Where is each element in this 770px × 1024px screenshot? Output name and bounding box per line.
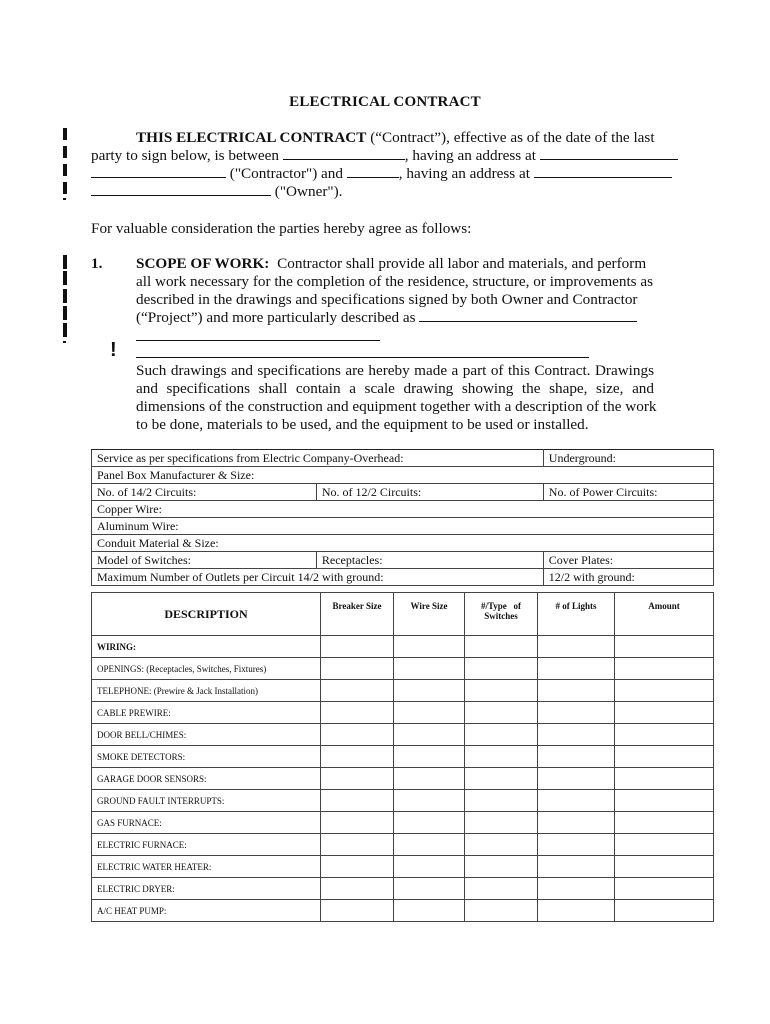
wire-size-cell[interactable] [394, 768, 465, 790]
type-switches-cell[interactable] [465, 724, 538, 746]
row-label: SMOKE DETECTORS: [92, 746, 321, 768]
wire-size-header: Wire Size [394, 593, 465, 636]
wire-size-cell[interactable] [394, 724, 465, 746]
breaker-size-cell[interactable] [321, 790, 394, 812]
section-line-5: Such drawings and specifications are hereby made a part of this Contract. Drawings [136, 362, 654, 379]
margin-dot [63, 341, 66, 343]
table-row [92, 702, 714, 724]
section-line-2: all work necessary for the completion of the residence, structure, or improvements as [136, 273, 654, 290]
amount-cell[interactable] [615, 724, 714, 746]
party-one-blank[interactable] [283, 147, 405, 160]
breaker-size-cell[interactable] [321, 834, 394, 856]
receptacles-cell[interactable]: Receptacles: [316, 552, 543, 569]
type-switches-cell[interactable] [465, 878, 538, 900]
wire-size-cell[interactable] [394, 812, 465, 834]
row-label: GAS FURNACE: [92, 812, 321, 834]
section-line-6: and specifications shall contain a scale drawing showing the shape, size, and [136, 380, 654, 397]
lights-cell[interactable] [538, 812, 615, 834]
wire-size-cell[interactable] [394, 680, 465, 702]
type-switches-cell[interactable] [465, 680, 538, 702]
switches-cell[interactable]: Model of Switches: [92, 552, 317, 569]
change-marker-icon: ! [110, 339, 117, 361]
description-table [91, 592, 714, 922]
lights-cell[interactable] [538, 702, 615, 724]
section-line-3: described in the drawings and specifications signed by both Owner and Contractor [136, 291, 638, 308]
margin-bar [63, 323, 67, 337]
max-outlets-cell[interactable]: Maximum Number of Outlets per Circuit 14/2 with ground: [92, 569, 544, 586]
breaker-size-cell[interactable] [321, 878, 394, 900]
row-label: ELECTRIC DRYER: [92, 878, 321, 900]
type-switches-cell[interactable] [465, 834, 538, 856]
lights-cell[interactable] [538, 746, 615, 768]
breaker-size-cell[interactable] [321, 680, 394, 702]
table-row [92, 724, 714, 746]
intro-lead: THIS ELECTRICAL CONTRACT [136, 129, 367, 146]
lights-cell[interactable] [538, 636, 615, 658]
circuits-14-2-cell[interactable]: No. of 14/2 Circuits: [92, 484, 317, 501]
circuits-12-2-cell[interactable]: No. of 12/2 Circuits: [316, 484, 543, 501]
breaker-size-cell[interactable] [321, 658, 394, 680]
row-label: TELEPHONE: (Prewire & Jack Installation) [92, 680, 321, 702]
margin-bar [63, 271, 67, 285]
margin-bar [63, 182, 67, 194]
lights-cell[interactable] [538, 680, 615, 702]
intro-line-2 [91, 147, 678, 165]
row-label: WIRING: [92, 636, 321, 658]
type-switches-cell[interactable] [465, 768, 538, 790]
table-row [92, 900, 714, 922]
intro-line3-mid: ("Contractor") and [226, 165, 343, 182]
service-cell[interactable]: Service as per specifications from Electric Company-Overhead: [92, 450, 544, 467]
table-row [92, 535, 714, 552]
type-switches-cell[interactable] [465, 658, 538, 680]
project-description-line-2[interactable] [136, 340, 380, 341]
lights-cell[interactable] [538, 878, 615, 900]
type-switches-cell[interactable] [465, 746, 538, 768]
wire-size-cell[interactable] [394, 746, 465, 768]
power-circuits-cell[interactable]: No. of Power Circuits: [543, 484, 713, 501]
party-one-address-blank[interactable] [540, 147, 678, 160]
table-row [92, 636, 714, 658]
table-row [92, 658, 714, 680]
lights-cell[interactable] [538, 834, 615, 856]
amount-cell[interactable] [615, 768, 714, 790]
section-line-4: (“Project”) and more particularly described as [136, 309, 637, 327]
table-row [92, 746, 714, 768]
intro-line-4 [91, 183, 342, 201]
row-label: DOOR BELL/CHIMES: [92, 724, 321, 746]
breaker-size-cell[interactable] [321, 702, 394, 724]
lights-cell[interactable] [538, 724, 615, 746]
wire-size-cell[interactable] [394, 790, 465, 812]
intro-line2-mid: , having an address at [404, 147, 536, 164]
amount-cell[interactable] [615, 636, 714, 658]
table-row [92, 501, 714, 518]
breaker-size-cell[interactable] [321, 768, 394, 790]
section-number: 1. [91, 255, 103, 272]
row-label: GARAGE DOOR SENSORS: [92, 768, 321, 790]
table-row [92, 768, 714, 790]
row-label: GROUND FAULT INTERRUPTS: [92, 790, 321, 812]
row-label: OPENINGS: (Receptacles, Switches, Fixtures) [92, 658, 321, 680]
lights-header: # of Lights [538, 593, 615, 636]
row-label: A/C HEAT PUMP: [92, 900, 321, 922]
table-row [92, 834, 714, 856]
wire-size-cell[interactable] [394, 658, 465, 680]
lights-cell[interactable] [538, 658, 615, 680]
amount-cell[interactable] [615, 900, 714, 922]
section-line-7: dimensions of the construction and equipment together with a description of the work [136, 398, 657, 415]
wire-size-cell[interactable] [394, 636, 465, 658]
with-ground-cell[interactable]: 12/2 with ground: [543, 569, 713, 586]
specification-table [91, 449, 714, 586]
section-line-8: to be done, materials to be used, and the equipment to be used or installed. [136, 416, 589, 433]
panel-box-cell[interactable]: Panel Box Manufacturer & Size: [92, 467, 714, 484]
wire-size-cell[interactable] [394, 878, 465, 900]
intro-line-3 [91, 165, 672, 183]
breaker-size-cell[interactable] [321, 746, 394, 768]
table-row [92, 467, 714, 484]
amount-cell[interactable] [615, 702, 714, 724]
owner-address-blank[interactable] [534, 165, 672, 178]
owner-address-blank-2[interactable] [91, 183, 271, 196]
wire-size-cell[interactable] [394, 702, 465, 724]
table-row [92, 856, 714, 878]
margin-bar [63, 146, 67, 158]
row-label: ELECTRIC WATER HEATER: [92, 856, 321, 878]
amount-cell[interactable] [615, 812, 714, 834]
amount-cell[interactable] [615, 680, 714, 702]
project-description-line-3[interactable] [136, 357, 589, 358]
owner-blank[interactable] [347, 165, 399, 178]
table-row [92, 790, 714, 812]
cover-plates-cell[interactable]: Cover Plates: [543, 552, 713, 569]
margin-dot [63, 198, 66, 200]
section-heading: SCOPE OF WORK: [136, 255, 270, 272]
description-header: DESCRIPTION [92, 593, 321, 636]
aluminum-wire-cell[interactable]: Aluminum Wire: [92, 518, 714, 535]
type-switches-cell[interactable] [465, 636, 538, 658]
lights-cell[interactable] [538, 900, 615, 922]
type-switches-cell[interactable] [465, 790, 538, 812]
wire-size-cell[interactable] [394, 856, 465, 878]
amount-cell[interactable] [615, 878, 714, 900]
consideration-text: For valuable consideration the parties hereby agree as follows: [91, 220, 472, 237]
margin-bar [63, 289, 67, 303]
type-switches-header: #/Type of Switches [465, 593, 538, 636]
row-label: CABLE PREWIRE: [92, 702, 321, 724]
row-label: ELECTRIC FURNACE: [92, 834, 321, 856]
amount-cell[interactable] [615, 790, 714, 812]
intro-rest: (“Contract”), effective as of the date of the last [366, 129, 655, 146]
breaker-size-cell[interactable] [321, 856, 394, 878]
lights-cell[interactable] [538, 856, 615, 878]
table-row [92, 680, 714, 702]
contractor-blank[interactable] [91, 165, 226, 178]
margin-bar [63, 306, 67, 320]
wire-size-cell[interactable] [394, 900, 465, 922]
copper-wire-cell[interactable]: Copper Wire: [92, 501, 714, 518]
table-row [92, 878, 714, 900]
lights-cell[interactable] [538, 768, 615, 790]
table-row [92, 450, 714, 467]
document-title: ELECTRICAL CONTRACT [289, 94, 481, 110]
section-line-1: SCOPE OF WORK: Contractor shall provide all labor and materials, and perform [136, 255, 647, 272]
amount-header: Amount [615, 593, 714, 636]
intro-line2-text: party to sign below, is between [91, 147, 279, 164]
table-row [92, 569, 714, 586]
lights-cell[interactable] [538, 790, 615, 812]
breaker-size-cell[interactable] [321, 900, 394, 922]
margin-bar [63, 128, 67, 140]
type-switches-cell[interactable] [465, 702, 538, 724]
table-row [92, 812, 714, 834]
conduit-cell[interactable]: Conduit Material & Size: [92, 535, 714, 552]
underground-cell[interactable]: Underground: [543, 450, 713, 467]
amount-cell[interactable] [615, 834, 714, 856]
type-switches-cell[interactable] [465, 812, 538, 834]
breaker-size-header: Breaker Size [321, 593, 394, 636]
intro-line3-end: , having an address at [398, 165, 530, 182]
wire-size-cell[interactable] [394, 834, 465, 856]
amount-cell[interactable] [615, 856, 714, 878]
table-row [92, 484, 714, 501]
type-switches-cell[interactable] [465, 856, 538, 878]
breaker-size-cell[interactable] [321, 812, 394, 834]
margin-bar [63, 255, 67, 269]
type-switches-cell[interactable] [465, 900, 538, 922]
breaker-size-cell[interactable] [321, 636, 394, 658]
table-header-row [92, 593, 714, 636]
amount-cell[interactable] [615, 746, 714, 768]
amount-cell[interactable] [615, 658, 714, 680]
intro-line-1 [136, 129, 655, 147]
intro-line4-end: ("Owner"). [271, 183, 343, 200]
breaker-size-cell[interactable] [321, 724, 394, 746]
table-row [92, 518, 714, 535]
project-description-blank[interactable] [419, 309, 637, 322]
table-row [92, 552, 714, 569]
margin-bar [63, 164, 67, 176]
